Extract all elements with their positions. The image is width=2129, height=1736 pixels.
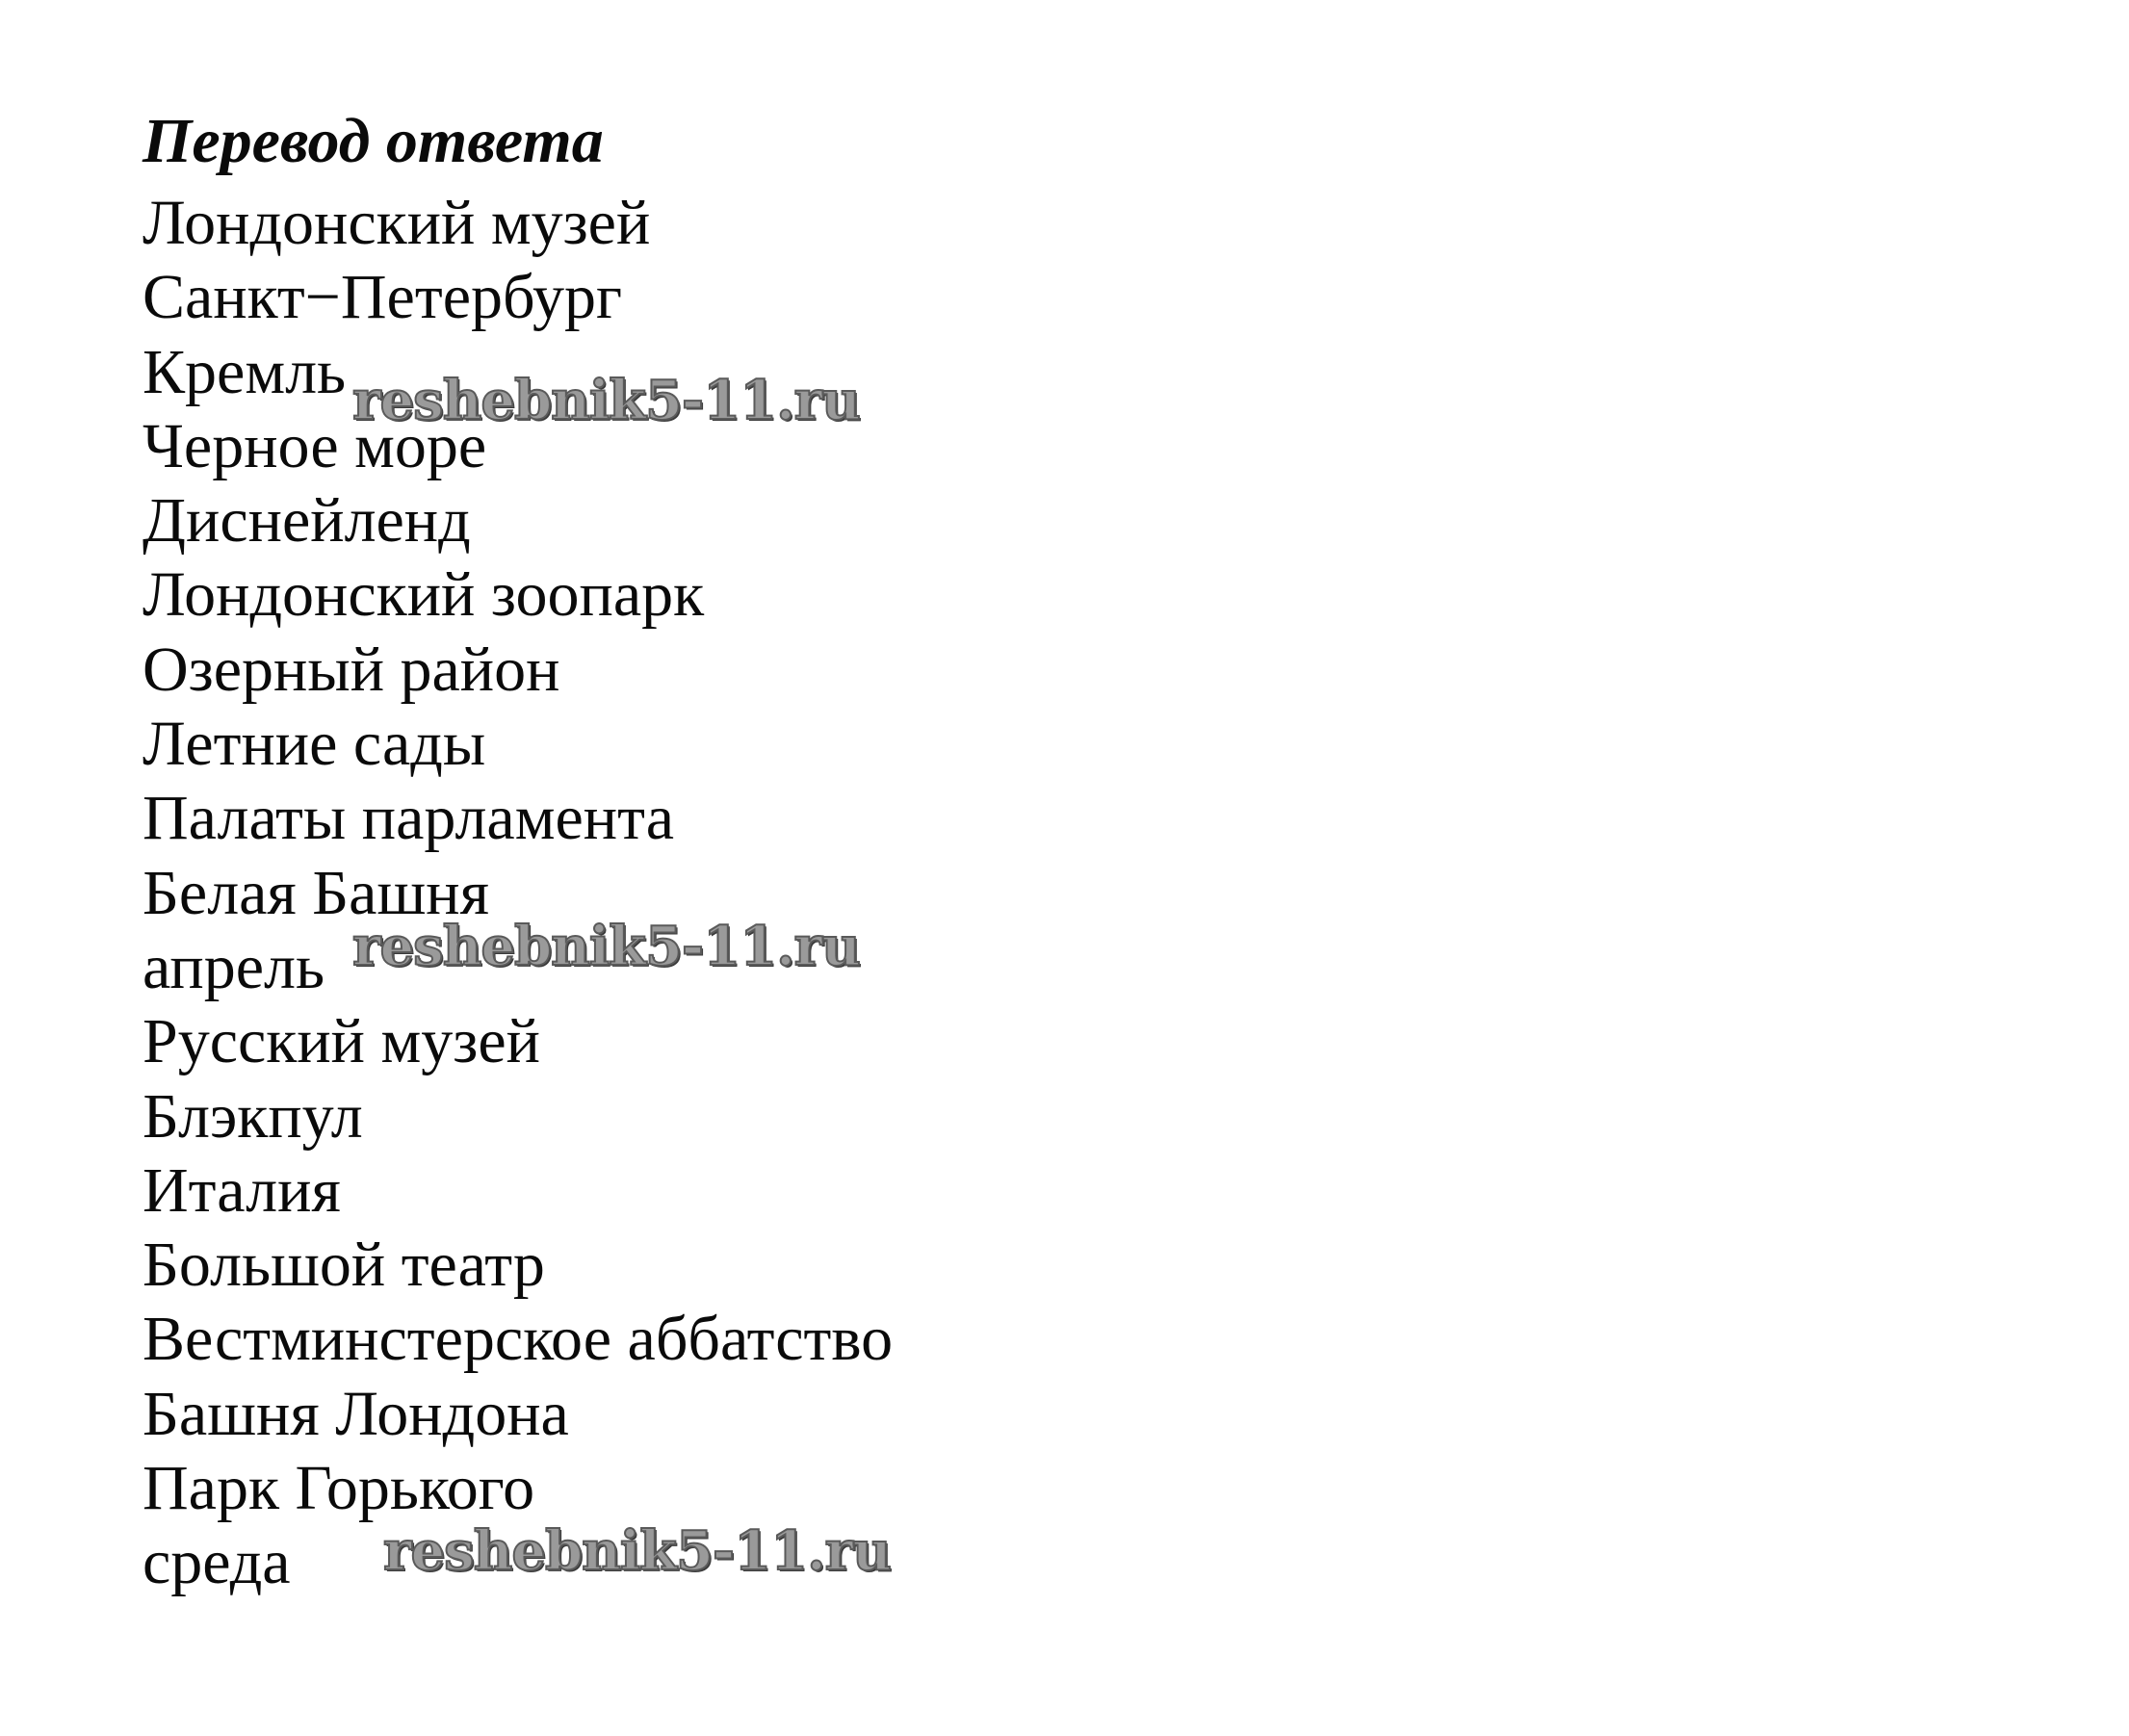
list-item: Черное море <box>143 410 487 481</box>
list-item: Палаты парламента <box>143 783 675 854</box>
list-item: апрель <box>143 931 325 1002</box>
list-item: Озерный район <box>143 634 560 705</box>
list-item: Парк Горького <box>143 1453 535 1524</box>
list-item: Большой театр <box>143 1230 545 1301</box>
list-item: Лондонский зоопарк <box>143 559 705 631</box>
document-title: Перевод ответа <box>143 106 604 176</box>
list-item: Блэкпул <box>143 1080 363 1152</box>
list-item: Русский музей <box>143 1006 540 1077</box>
list-item: Летние сады <box>143 709 486 780</box>
watermark: reshebnik5-11.ru <box>383 1519 891 1583</box>
list-item: Вестминстерское аббатство <box>143 1304 894 1375</box>
list-item: Италия <box>143 1154 341 1226</box>
list-item: Санкт−Петербург <box>143 262 623 333</box>
list-item: Башня Лондона <box>143 1378 569 1449</box>
watermark: reshebnik5-11.ru <box>352 369 860 432</box>
list-item: Кремль <box>143 336 347 407</box>
list-item: среда <box>143 1527 291 1598</box>
list-item: Лондонский музей <box>143 188 651 258</box>
list-item: Диснейленд <box>143 485 471 557</box>
list-item: Белая Башня <box>143 857 489 928</box>
watermark: reshebnik5-11.ru <box>352 915 860 978</box>
